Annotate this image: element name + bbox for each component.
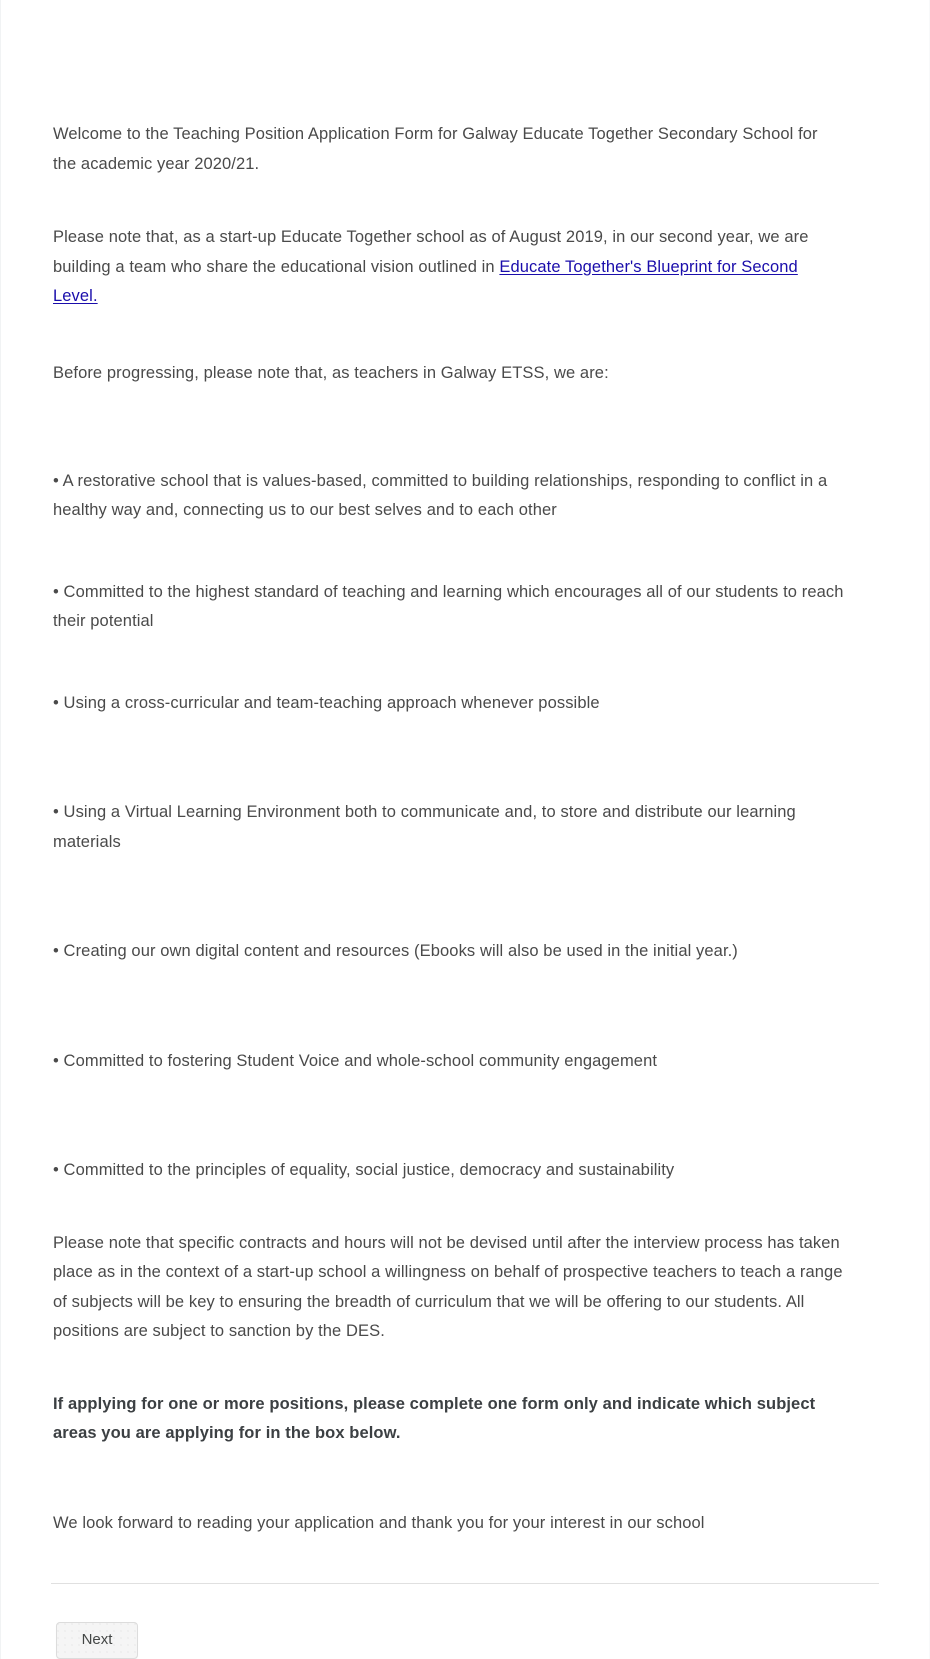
spacer (53, 388, 879, 450)
list-item: • Committed to fostering Student Voice and whole-school community engagement (53, 1051, 658, 1070)
list-item: • Creating our own digital content and resources (Ebooks will also be used in the initial year.) (53, 942, 738, 960)
spacer (53, 735, 879, 782)
spacer (53, 179, 879, 223)
thanks-paragraph: We look forward to reading your application and thank you for your interest in our school (53, 1514, 705, 1532)
spacer (53, 1465, 879, 1509)
form-footer (1, 1584, 929, 1659)
startup-note-text: Please note that, as a start-up Educate Together school as of August 2019, in our second year, we are building a team who share the educational vision outlined in (53, 228, 809, 276)
spacer (53, 1363, 879, 1373)
list-item: • Committed to the highest standard of teaching and learning which encourages all of our students to reach their potential (53, 582, 844, 630)
spacer (53, 1539, 879, 1583)
welcome-paragraph: Welcome to the Teaching Position Application Form for Galway Educate Together Secondary School for the academic year 2020/21. (53, 125, 818, 173)
spacer (53, 312, 879, 359)
spacer (53, 542, 879, 561)
list-item: • Using a cross-curricular and team-teaching approach whenever possible (53, 693, 600, 712)
apply-instruction-note: If applying for one or more positions, please complete one form only and indicate which subject areas you are applying for in the box below. (53, 1394, 816, 1442)
blueprint-link[interactable]: Educate Together's Blueprint for Second Level. (53, 257, 798, 305)
contracts-note-paragraph: Please note that specific contracts and hours will not be devised until after the interview process has taken place as in the context of a start-up school a willingness on behalf of prospective teachers to teach a range of subjects will be key to ensuring the breadth of curriculum that we will be offering to our students. All positions are subject to sanction by the DES. (53, 1233, 843, 1340)
spacer (53, 1202, 879, 1212)
spacer (53, 874, 879, 921)
spacer (53, 1093, 879, 1140)
next-button[interactable]: Next (56, 1622, 138, 1659)
spacer (53, 653, 879, 672)
list-item: • A restorative school that is values-based, committed to building relationships, responding to conflict in a healthy way and, connecting us to our best selves and to each other (53, 471, 828, 519)
list-item: • Using a Virtual Learning Environment both to communicate and, to store and distribute our learning materials (53, 803, 796, 851)
spacer (53, 983, 879, 1030)
startup-note-paragraph (53, 223, 837, 312)
form-intro-content (1, 0, 929, 1583)
before-progressing-paragraph: Before progressing, please note that, as teachers in Galway ETSS, we are: (53, 363, 609, 382)
list-item: • Committed to the principles of equality, social justice, democracy and sustainability (53, 1161, 675, 1179)
